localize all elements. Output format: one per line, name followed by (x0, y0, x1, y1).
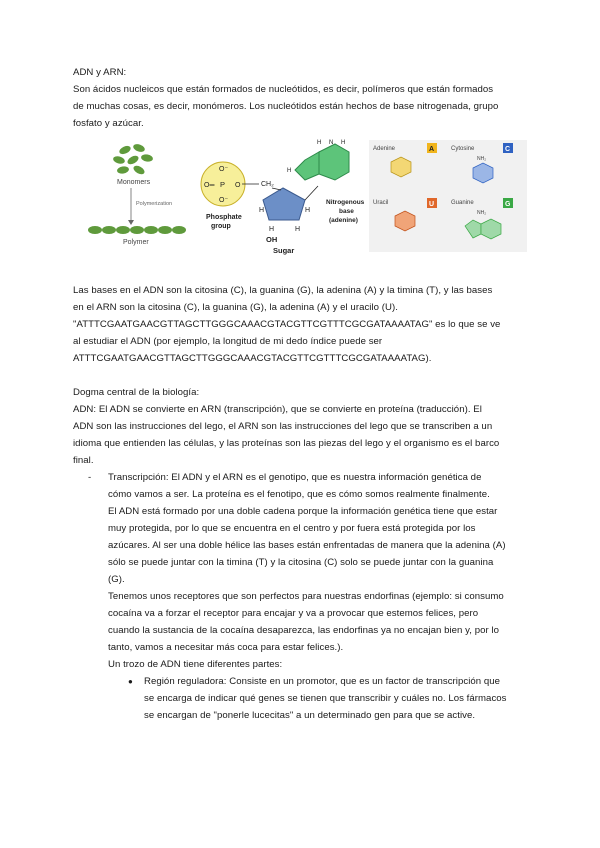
sugar-h-right: H (305, 207, 311, 214)
adenine-paren-label: (adenine) (329, 217, 358, 224)
bullet-marker: ● (128, 677, 133, 686)
regulatory-line: Región reguladora: Consiste en un promotor, que es un factor de transcripción que (144, 676, 501, 687)
bases-line: ATTTCGAATGAACGTTAGCTTGGGCAAACGTACGTTCGTTTCGCGATAAAATAG). (73, 353, 432, 364)
phosphate-o-mid: O (235, 182, 241, 189)
document-page (73, 64, 528, 724)
dogma-line: idioma que entienden las células, y las proteínas son las piezas del lego y el organismo es el barco (73, 438, 500, 449)
group-label: group (211, 223, 231, 230)
adenine-label: Adenine (373, 146, 396, 152)
transcription-line: Tenemos unos receptores que son perfectos para nuestras endorfinas (ejemplo: si consumo (108, 591, 504, 602)
nucleotide-figure (73, 138, 529, 264)
regulatory-line: se encarga de indicar qué genes se tienen que transcribir y cuáles no. Los fármacos (144, 693, 507, 704)
sugar-ring (263, 188, 305, 220)
section-heading-adn-arn: ADN y ARN: (73, 67, 127, 78)
phosphate-p: P (220, 180, 226, 189)
amine-h-right: H (341, 140, 346, 146)
intro-line: fosfato y azúcar. (73, 118, 144, 129)
phosphate-label: Phosphate (206, 214, 242, 221)
intro-paragraph (73, 81, 528, 132)
badge-c-letter: C (505, 146, 511, 153)
phosphate-o-left: O═ (204, 182, 215, 189)
sugar-h-bottom-left: H (269, 226, 275, 233)
regulatory-line: se encargan de "ponerle lucecitas" a un determinado gen para que se active. (144, 710, 476, 721)
nucleotide-diagram (73, 138, 529, 264)
phosphate-o-bottom: O⁻ (219, 197, 229, 204)
dogma-line: ADN son las instrucciones del lego, el ARN son las instrucciones del lego que se transcriben a un (73, 421, 493, 432)
phosphate-o-top: O⁻ (219, 166, 229, 173)
transcription-line: Transcripción: El ADN y el ARN es el genotipo, que es nuestra información genética de (108, 472, 482, 483)
dogma-paragraph (73, 401, 528, 469)
badge-u-letter: U (429, 201, 435, 208)
dogma-line: ADN: El ADN se convierte en ARN (transcripción), que se convierte en proteína (traducción). El (73, 404, 482, 415)
bases-paragraph (73, 282, 528, 367)
bases-panel (369, 140, 527, 252)
transcription-line: cuando la sustancia de la cocaína desaparezca, las endorfinas ya no encajan bien y, por lo (108, 625, 499, 636)
transcription-line: (G). (108, 574, 125, 585)
ch2-label: CH₂ (261, 181, 274, 188)
nitrogenous-label: Nitrogenous (326, 199, 365, 206)
cytosine-nh2: NH₂ (477, 156, 487, 162)
bases-line: al estudiar el ADN (por ejemplo, la longitud de mi dedo índice puede ser (73, 336, 383, 347)
transcription-line: muy protegida, por lo que se encuentra en el centro y por fuera está protegida por los (108, 523, 476, 534)
dogma-line: final. (73, 455, 94, 466)
guanine-label: Guanine (451, 200, 474, 206)
transcription-line: tanto, vamos a necesitar más coca para estar felices.). (108, 642, 344, 653)
cytosine-label: Cytosine (451, 146, 475, 152)
transcription-line: sólo se puede juntar con la timina (T) y la citosina (C) solo se puede juntar con la guanina (108, 557, 494, 568)
uracil-label: Uracil (373, 200, 389, 206)
bases-line: Las bases en el ADN son la citosina (C), la guanina (G), la adenina (A) y la timina (T), y las bases (73, 285, 493, 296)
monomers-group (112, 143, 153, 176)
base-ring-large (319, 144, 349, 180)
sugar-h-bottom-right: H (295, 226, 301, 233)
transcription-line: cocaína va a forzar el receptor para encajar y va a provocar que estemos felices, pero (108, 608, 479, 619)
amine-n: N (329, 140, 334, 146)
oh-label: OH (266, 235, 278, 244)
polymerization-label: Polymerization (136, 201, 173, 207)
guanine-nh2: NH₂ (477, 210, 487, 216)
badge-g-letter: G (505, 201, 511, 208)
sugar-label: Sugar (273, 246, 295, 255)
bases-line: en el ARN son la citosina (C), la guanina (G), la adenina (A) y el uracilo (U). (73, 302, 398, 313)
regulatory-region-item (73, 673, 528, 724)
transcription-item (73, 469, 528, 673)
polymer-label: Polymer (123, 239, 149, 246)
base-h: H (287, 168, 292, 174)
intro-line: Son ácidos nucleicos que están formados de nucleótidos, es decir, polímeros que están formados (73, 84, 494, 95)
intro-line: de muchas cosas, es decir, monómeros. Los nucleótidos están hechos de base nitrogenada, grupo (73, 101, 499, 112)
badge-a-letter: A (429, 146, 435, 153)
bases-line: "ATTTCGAATGAACGTTAGCTTGGGCAAACGTACGTTCGTTTCGCGATAAAATAG" es lo que se ve (73, 319, 501, 330)
dash-marker: - (88, 472, 92, 483)
transcription-line: El ADN está formado por una doble cadena porque la información genética tiene que estar (108, 506, 498, 517)
base-ring-small (295, 152, 319, 180)
sugar-h-left: H (259, 207, 265, 214)
transcription-line: Un trozo de ADN tiene diferentes partes: (108, 659, 283, 670)
transcription-line: cómo vamos a ser. La proteína es el fenotipo, que es cómo somos realmente finalmente. (108, 489, 490, 500)
monomers-label: Monomers (117, 179, 151, 186)
transcription-line: azúcares. Al ser una doble hélice las bases están enfrentadas de manera que la adenina (A) (108, 540, 506, 551)
polymer-chain (88, 226, 186, 234)
amine-h-left: H (317, 140, 322, 146)
dogma-title: Dogma central de la biología: (73, 387, 200, 398)
base-label: base (339, 208, 354, 215)
